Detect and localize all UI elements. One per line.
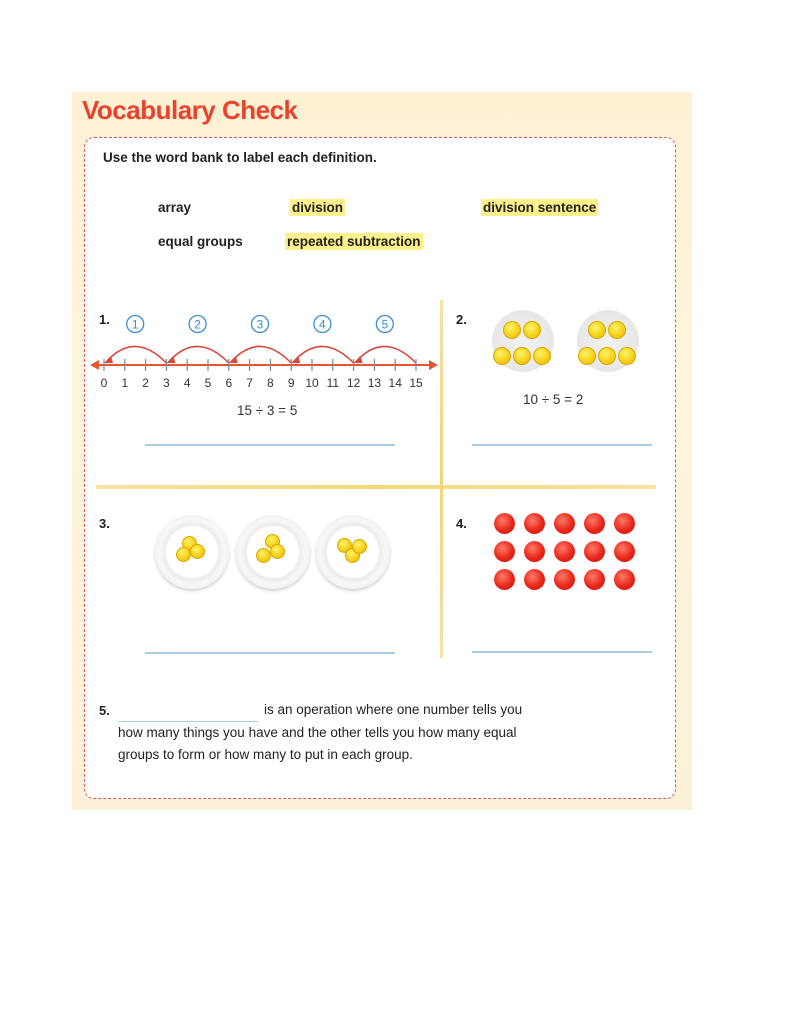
arrow-left-icon — [90, 360, 99, 370]
yellow-counter — [176, 547, 191, 562]
question-5-answer-line[interactable] — [118, 699, 258, 722]
yellow-counter — [523, 321, 541, 339]
red-counter — [584, 541, 605, 562]
question-1-number: 1. — [99, 312, 110, 327]
tick-label: 13 — [367, 376, 382, 390]
question-3-answer-line[interactable] — [145, 652, 395, 654]
question-2-number: 2. — [456, 312, 467, 327]
jump-arc — [107, 346, 166, 363]
jump-count-label: 3 — [256, 317, 264, 332]
jump-arc — [294, 346, 353, 363]
red-counter — [614, 513, 635, 534]
tick-label: 8 — [267, 376, 274, 390]
yellow-counter — [503, 321, 521, 339]
tick-label: 9 — [287, 376, 295, 390]
number-line — [90, 308, 440, 408]
jump-arc — [357, 346, 416, 363]
yellow-counter — [608, 321, 626, 339]
red-counter — [494, 513, 515, 534]
word-bank-item: division sentence — [483, 200, 597, 215]
word-bank-item: repeated subtraction — [287, 234, 421, 249]
red-counter — [554, 569, 575, 590]
red-counter — [524, 513, 545, 534]
red-counter — [524, 569, 545, 590]
yellow-counter — [618, 347, 636, 365]
tick-label: 15 — [409, 376, 423, 390]
red-counter — [524, 541, 545, 562]
question-3-number: 3. — [99, 516, 110, 531]
tick-label: 2 — [142, 376, 149, 390]
tick-label: 12 — [346, 376, 361, 390]
tick-label: 14 — [388, 376, 402, 390]
jump-count-label: 1 — [131, 317, 139, 332]
tick-label: 3 — [163, 376, 170, 390]
question-1-equation: 15 ÷ 3 = 5 — [237, 403, 298, 418]
yellow-counter — [270, 544, 285, 559]
red-counter — [494, 541, 515, 562]
jump-count-label: 4 — [319, 317, 326, 332]
red-counter — [554, 513, 575, 534]
question-5-number: 5. — [99, 703, 110, 718]
yellow-counter — [256, 548, 271, 563]
yellow-counter — [578, 347, 596, 365]
word-bank-item: array — [158, 200, 192, 215]
page-title: Vocabulary Check — [82, 95, 298, 125]
word-bank-item: division — [292, 200, 344, 215]
tick-label: 1 — [121, 376, 129, 390]
red-counter — [554, 541, 575, 562]
red-counter — [584, 569, 605, 590]
tick-label: 11 — [326, 376, 340, 390]
tick-label: 5 — [204, 376, 212, 390]
question-5-definition — [118, 699, 538, 766]
jump-arc — [169, 346, 228, 363]
word-bank-item: equal groups — [158, 234, 243, 249]
question-2-answer-line[interactable] — [472, 444, 652, 446]
yellow-counter — [598, 347, 616, 365]
instructions: Use the word bank to label each definition. — [103, 150, 377, 165]
yellow-counter — [190, 544, 205, 559]
yellow-counter — [352, 539, 367, 554]
tick-label: 6 — [225, 376, 233, 390]
tick-label: 7 — [246, 376, 253, 390]
yellow-counter — [533, 347, 551, 365]
red-counter — [584, 513, 605, 534]
yellow-counter — [493, 347, 511, 365]
red-counter — [494, 569, 515, 590]
tick-label: 10 — [305, 376, 319, 390]
yellow-counter — [588, 321, 606, 339]
horizontal-divider — [96, 485, 656, 489]
jump-arc — [232, 346, 291, 363]
tick-label: 0 — [100, 376, 108, 390]
jump-count-label: 5 — [381, 317, 389, 332]
red-counter — [614, 569, 635, 590]
jump-count-label: 2 — [194, 317, 201, 332]
arrow-right-icon — [429, 360, 438, 370]
tick-label: 4 — [183, 376, 191, 390]
question-2-equation: 10 ÷ 5 = 2 — [523, 392, 584, 407]
question-4-number: 4. — [456, 516, 467, 531]
question-5-text: is an operation where one number tells you how many things you have and the other tells you how many equal groups to form or how many to put in each group. — [118, 702, 523, 762]
question-1-answer-line[interactable] — [145, 444, 395, 446]
yellow-counter — [513, 347, 531, 365]
vertical-divider — [440, 300, 443, 658]
red-counter — [614, 541, 635, 562]
question-4-answer-line[interactable] — [472, 651, 652, 653]
